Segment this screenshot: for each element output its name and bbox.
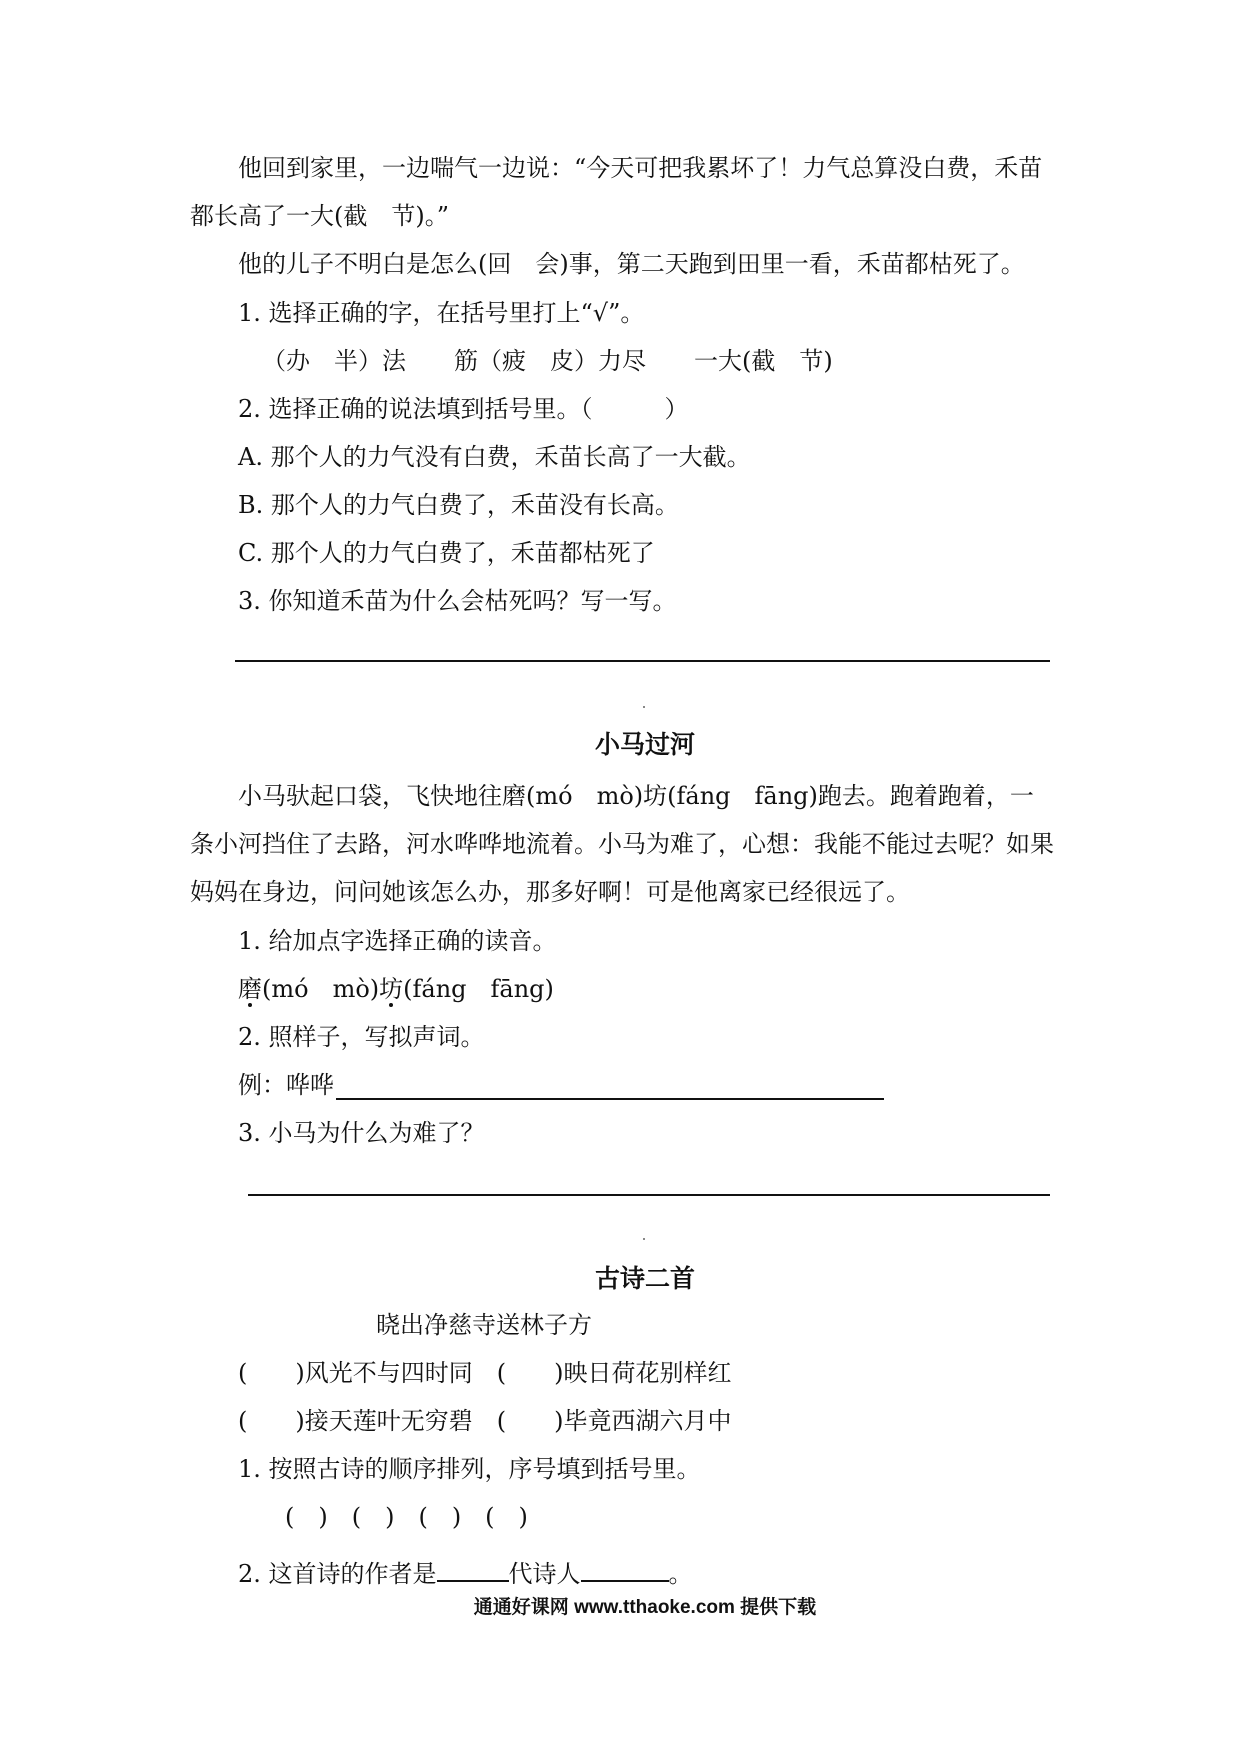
pinyin-options-fang: (fáng fāng): [403, 975, 554, 1003]
example-answer-line[interactable]: [336, 1098, 884, 1100]
story1-option-a: A. 那个人的力气没有白费，禾苗长高了一大截。: [238, 443, 751, 471]
story2-question-1-options: [238, 972, 554, 1006]
footer-credit: 通通好课网 www.tthaoke.com 提供下载: [473, 1597, 817, 1618]
separator-dot-2: [643, 1238, 645, 1240]
story2-paragraph: [190, 772, 1055, 916]
story1-paragraph-2: [190, 240, 1055, 288]
story1-question-2: 2. 选择正确的说法填到括号里。（ ）: [238, 395, 689, 423]
poem-question-2-middle: 代诗人: [508, 1560, 581, 1588]
emphasized-char-fang: 坊: [379, 975, 404, 1003]
poem-title: 晓出净慈寺送林子方: [376, 1311, 592, 1339]
answer-line-story2[interactable]: [248, 1194, 1050, 1196]
story1-option-c: C. 那个人的力气白费了，禾苗都枯死了: [238, 539, 655, 567]
story2-paragraph-text: 小马驮起口袋，飞快地往磨(mó mò)坊(fáng fāng)跑去。跑着跑着，一条小河挡住了去路，河水哗哗地流着。小马为难了，心想：我能不能过去呢？如果妈妈在身边，问问她该怎么办，那多好啊！可是他离家已经很远了。: [190, 782, 1054, 906]
dynasty-blank[interactable]: [437, 1556, 509, 1582]
story1-option-b: B. 那个人的力气白费了，禾苗没有长高。: [238, 491, 679, 519]
poem-question-1-blanks[interactable]: ( ) ( ) ( ) ( ): [285, 1503, 528, 1531]
story2-question-2: 2. 照样子，写拟声词。: [238, 1023, 485, 1051]
separator-dot: [643, 706, 645, 708]
story1-question-1: 1. 选择正确的字，在括号里打上“√”。: [238, 299, 645, 327]
poem-question-2-prefix: 2. 这首诗的作者是: [238, 1560, 437, 1588]
story1-paragraph-1-text: 他回到家里，一边喘气一边说：“今天可把我累坏了！力气总算没白费，禾苗都长高了一大(截 节)。”: [190, 154, 1043, 230]
answer-line-story1[interactable]: [235, 660, 1050, 662]
poem-line-pair-1: ( )风光不与四时同 ( )映日荷花别样红: [238, 1359, 732, 1387]
emphasized-char-mo: 磨: [238, 975, 262, 1003]
story2-question-1: 1. 给加点字选择正确的读音。: [238, 927, 557, 955]
poem-section-title: 古诗二首: [594, 1264, 695, 1293]
poet-blank[interactable]: [581, 1556, 669, 1582]
poem-line-pair-2: ( )接天莲叶无穷碧 ( )毕竟西湖六月中: [238, 1407, 732, 1435]
story1-paragraph-2-text: 他的儿子不明白是怎么(回 会)事，第二天跑到田里一看，禾苗都枯死了。: [238, 250, 1025, 278]
pinyin-options-mo: (mó mò): [262, 975, 380, 1003]
story1-question-3: 3. 你知道禾苗为什么会枯死吗？写一写。: [238, 587, 677, 615]
story2-title: 小马过河: [594, 730, 695, 759]
poem-question-1: 1. 按照古诗的顺序排列，序号填到括号里。: [238, 1455, 701, 1483]
story1-paragraph-1: [190, 144, 1055, 240]
story2-example-label: 例：哗哗: [238, 1071, 334, 1099]
poem-question-2: [238, 1556, 693, 1591]
poem-question-2-end: 。: [668, 1560, 693, 1588]
story1-question-1-options: （办 半）法 筋（疲 皮）力尽 一大(截 节): [262, 347, 833, 375]
story2-question-3: 3. 小马为什么为难了？: [238, 1119, 485, 1147]
